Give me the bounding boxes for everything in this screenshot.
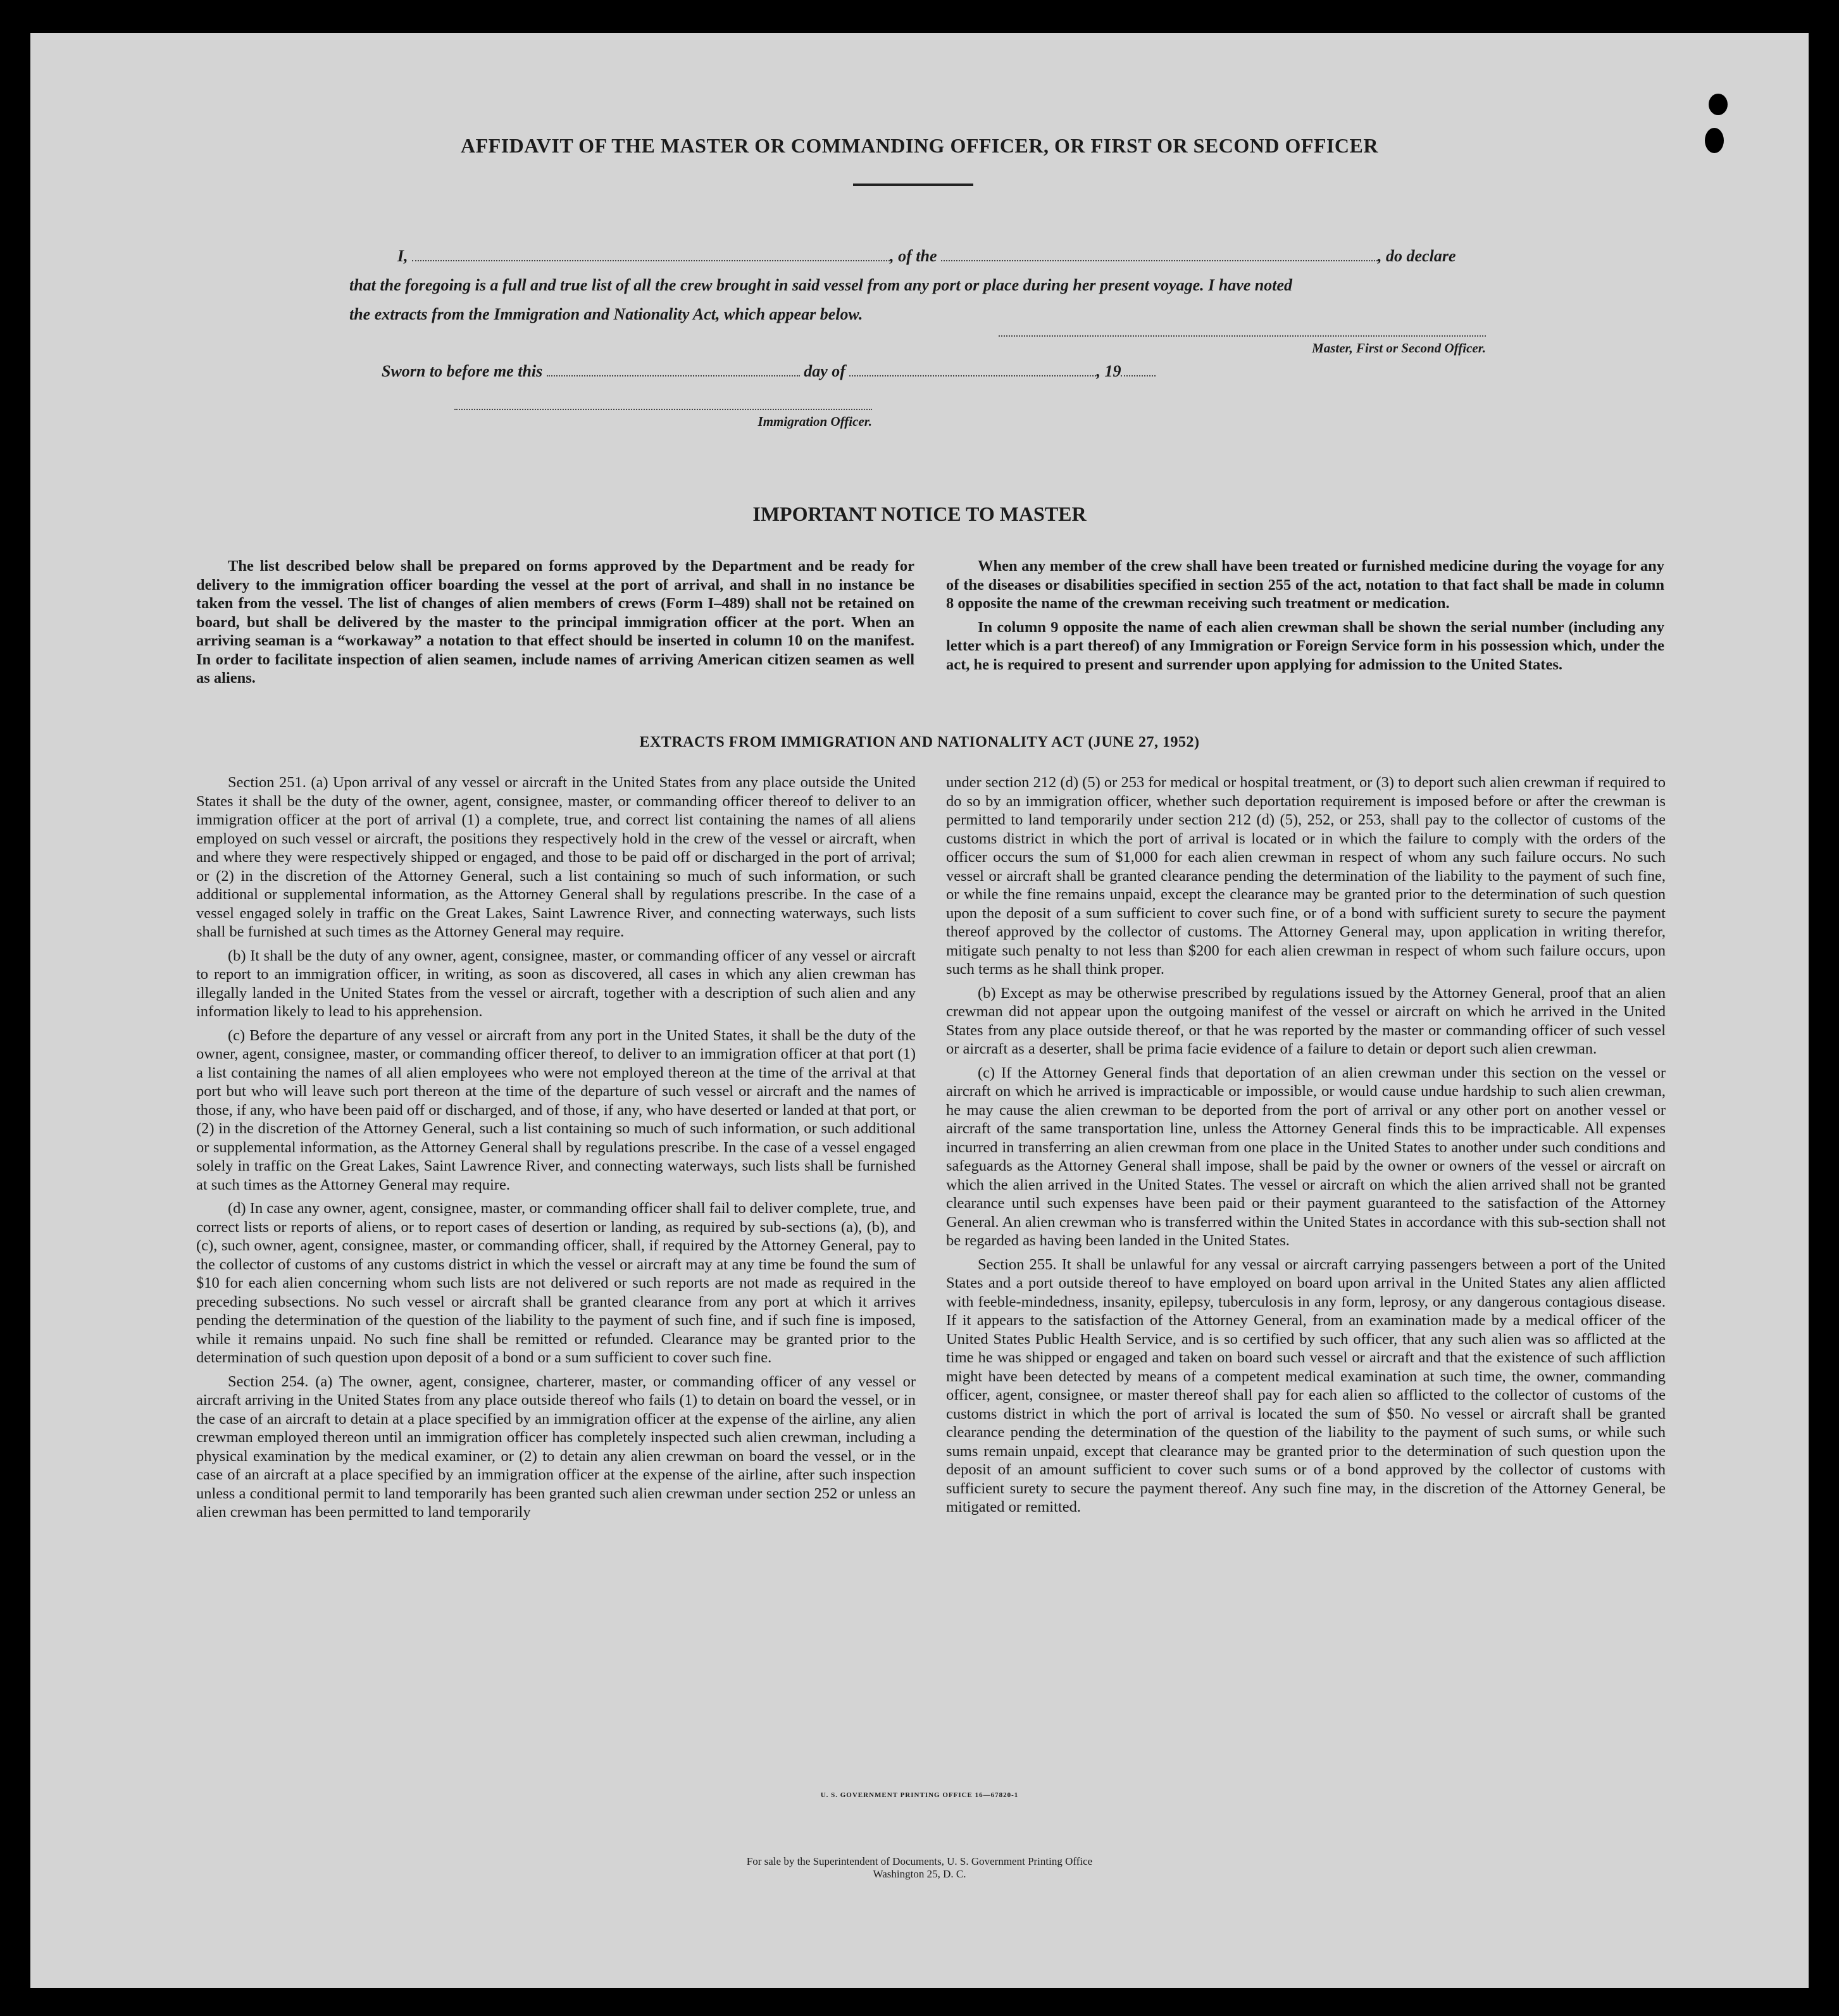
sworn-year-field[interactable] <box>1121 359 1156 376</box>
master-signature-field[interactable] <box>999 335 1486 337</box>
declarant-name-field[interactable] <box>412 244 890 261</box>
notice-title: IMPORTANT NOTICE TO MASTER <box>752 502 1087 525</box>
declaration-line-3: the extracts from the Immigration and Nationality Act, which appear below. <box>349 305 863 323</box>
sworn-text: Sworn to before me this <box>382 362 543 380</box>
sworn-month-field[interactable] <box>849 359 1096 376</box>
year-text: , 19 <box>1096 362 1121 380</box>
extracts-left-column <box>196 773 916 1522</box>
notice-right-column <box>946 557 1664 674</box>
day-of-text: day of <box>804 362 845 380</box>
extracts-title: EXTRACTS FROM IMMIGRATION AND NATIONALITY ACT (JUNE 27, 1952) <box>639 734 1200 750</box>
section-paragraph: (b) It shall be the duty of any owner, agent, consignee, master, or commanding officer of any vessel or aircraft to report to an immigration officer, in writing, as soon as discovered, all cases in which any alien crewman has illegally landed in the United States from the vessel or aircraft, together with a description of such alien and any information likely to lead to his apprehension. <box>196 947 916 1020</box>
section-paragraph: (c) If the Attorney General finds that deportation of an alien crewman under this section on the vessel or aircraft on which he arrived is impracticable or impossible, or would cause undue hardship to such alien crewman, he may cause the alien crewman to be deported from the port of arrival or any other port on another vessel or aircraft of the same transportation line, unless the Attorney General finds this to be impracticable. All expenses incurred in transferring an alien crewman from one place in the United States to another under such conditions and safeguards as the Attorney General shall impose, shall be paid by the owner or owners of the vessel or aircraft on which the alien arrived in the United States. The vessel or aircraft on which the alien arrived shall not be granted clearance until such expenses have been paid or their payment guaranteed to the satisfaction of the Attorney General. An alien crewman who is transferred within the United States in accordance with this sub-section shall not be regarded as having been landed in the United States. <box>946 1064 1666 1249</box>
ink-blot <box>1709 94 1728 115</box>
section-paragraph: under section 212 (d) (5) or 253 for medical or hospital treatment, or (3) to deport such alien crewman if required to do so by an immigration officer, whether such deportation requirement is imposed before or after the crewman is permitted to land temporarily under section 212 (d) (5), 252, or 253, shall pay to the collector of customs of the customs district in which the port of arrival is located or in which the failure to comply with the orders of the officer occurs the sum of $1,000 for each alien crewman in respect of whom any such failure occurs. No such vessel or aircraft shall be granted clearance pending the determination of the liability to the payment of such fine, or while the fine remains unpaid, except the clearance may be granted prior to the determination of such question upon the deposit of a sum sufficient to cover such fine, or of a bond with sufficient surety to secure the payment thereof approved by the collector of customs. The Attorney General may, upon application in writing therefor, mitigate such penalty to not less than $200 for each alien crewman in respect of whom such failure occurs, upon such terms as he shall think proper. <box>946 774 1666 978</box>
officer-caption: Immigration Officer. <box>757 414 872 429</box>
sale-notice-line-1: For sale by the Superintendent of Documents, U. S. Government Printing Office <box>746 1855 1093 1867</box>
title-divider <box>853 184 973 186</box>
declaration-line-1 <box>397 242 1518 271</box>
sworn-line <box>382 357 1268 386</box>
section-paragraph: (d) In case any owner, agent, consignee, master, or commanding officer shall fail to deliver complete, true, and correct lists or reports of aliens, or to report cases of desertion or landing, as required by sub-sections (a), (b), and (c), such owner, agent, consignee, master, or commanding officer, shall, if required by the Attorney General, pay to the collector of customs of any customs district in which the vessel or aircraft may at any time be found the sum of $10 for each alien concerning whom such lists are not delivered or such reports are not made as required in the preceding subsections. No such vessel or aircraft shall be granted clearance from any port at which it arrives pending the determination of the question of the liability to the payment of such fine, and if such fine is imposed, while it remains unpaid. No such fine shall be remitted or refunded. Clearance may be granted prior to the determination of such question upon deposit of a bond or a sum sufficient to cover such fine. <box>196 1200 916 1366</box>
master-caption: Master, First or Second Officer. <box>1312 340 1486 356</box>
printing-office-imprint: U. S. GOVERNMENT PRINTING OFFICE 16—67820-1 <box>820 1791 1019 1799</box>
declaration-of-the: , of the <box>890 247 937 265</box>
affidavit-title: AFFIDAVIT OF THE MASTER OR COMMANDING OFFICER, OR FIRST OR SECOND OFFICER <box>461 134 1378 157</box>
notice-left-column <box>196 557 914 688</box>
section-paragraph: (c) Before the departure of any vessel or aircraft from any port in the United States, it shall be the duty of the owner, agent, consignee, master, or commanding officer thereof, to deliver to an immigration officer at that port (1) a list containing the names of all alien employees who were not employed thereon at the time of the arrival at that port but who will leave such port thereon at the time of the departure of such vessel or aircraft and the names of those, if any, who have been paid off or discharged, and of those, if any, who have deserted or landed at that port, or (2) in the discretion of the Attorney General, such a list containing so much of such information, or such additional or supplemental information, as the Attorney General shall by regulations prescribe. In the case of a vessel engaged solely in traffic on the Great Lakes, Saint Lawrence River, and connecting waterways, such lists shall be furnished at such times as the Attorney General may require. <box>196 1026 916 1193</box>
sworn-date-field[interactable] <box>547 359 800 376</box>
declaration-do-declare: , do declare <box>1378 247 1456 265</box>
section-paragraph: (b) Except as may be otherwise prescribed by regulations issued by the Attorney General, proof that an alien crewman did not appear upon the outgoing manifest of the vessel or aircraft on which he arrived in the United States from any place outside thereof, or that he was reported by the master or commanding officer of such vessel or aircraft as a deserter, shall be prima facie evidence of a failure to detain or deport such alien crewman. <box>946 984 1666 1057</box>
notice-paragraph: The list described below shall be prepared on forms approved by the Department and be ready for delivery to the immigration officer boarding the vessel at the port of arrival, and shall in no instance be taken from the vessel. The list of changes of alien members of crews (Form I–489) shall not be retained on board, but shall be delivered by the master to the principal immigration officer at the port. When an arriving seaman is a “workaway” a notation to that effect should be inserted in column 10 on the manifest. In order to facilitate inspection of alien seamen, include names of arriving American citizen seamen as well as aliens. <box>196 557 914 687</box>
declaration-i: I, <box>397 247 408 265</box>
notice-paragraph: When any member of the crew shall have been treated or furnished medicine during the voyage for any of the diseases or disabilities specified in section 255 of the act, notation to that fact shall be made in column 8 opposite the name of the crewman receiving such treatment or medication. <box>946 557 1664 612</box>
declaration-line-2: that the foregoing is a full and true list of all the crew brought in said vessel from any port or place during her present voyage. I have noted <box>349 276 1293 294</box>
vessel-name-field[interactable] <box>941 244 1378 261</box>
sale-notice-line-2: Washington 25, D. C. <box>873 1868 966 1880</box>
notice-paragraph: In column 9 opposite the name of each alien crewman shall be shown the serial number (including any letter which is a part thereof) of any Immigration or Foreign Service form in his possession which, under the act, he is required to present and surrender upon applying for admission to the United States. <box>946 618 1664 673</box>
section-paragraph: Section 254. (a) The owner, agent, consignee, charterer, master, or commanding officer of any vessel or aircraft arriving in the United States from any place outside thereof who fails (1) to detain on board the vessel, or in the case of an aircraft to detain at a place specified by an immigration officer at the expense of the airline, any alien crewman employed thereon until an immigration officer has completely inspected such alien crewman, including a physical examination by the medical examiner, or (2) to detain any alien crewman on board the vessel, or in the case of an aircraft at a place specified by an immigration officer at the expense of the airline, after such inspection unless a conditional permit to land temporarily has been granted such alien crewman under section 252 or unless an alien crewman has been permitted to land temporarily <box>196 1372 916 1521</box>
form-page <box>30 33 1809 1988</box>
section-paragraph: Section 255. It shall be unlawful for any vessal or aircraft carrying passengers between a port of the United States and a port outside thereof to have employed on board upon arrival in the United States any alien afflicted with feeble-mindedness, insanity, epilepsy, tuberculosis in any form, leprosy, or any dangerous contagious disease. If it appears to the satisfaction of the Attorney General, from an examination made by a medical officer of the United States Public Health Service, and is so certified by such officer, that any such alien was so afflicted at the time he was shipped or engaged and taken on board such vessel or aircraft and that the existence of such affliction might have been detected by means of a competent medical examination at such time, the owner, commanding officer, agent, consignee, or master thereof shall pay for each alien so afflicted to the collector of customs of the customs district in which the port of arrival is located the sum of $50. No vessel or aircraft shall be granted clearance pending the determination of the question of the liability to the payment of such sums, or while such sums remain unpaid, except that clearance may be granted prior to the determination of such question upon the deposit of an amount sufficient to cover such sums or of a bond approved by the collector of customs with sufficient surety to secure the payment thereof. Any such fine may, in the discretion of the Attorney General, be mitigated or remitted. <box>946 1255 1666 1515</box>
immigration-officer-signature-field[interactable] <box>454 409 872 410</box>
section-paragraph: Section 251. (a) Upon arrival of any vessel or aircraft in the United States from any place outside the United States it shall be the duty of the owner, agent, consignee, master, or commanding officer thereof to deliver to an immigration officer at the port of arrival (1) a complete, true, and correct list containing the names of all aliens employed on such vessel or aircraft, the positions they respectively hold in the crew of the vessel or aircraft, when and where they were respectively shipped or engaged, and those to be paid off or discharged in the port of arrival; or (2) in the discretion of the Attorney General, such a list containing so much of such information, or such additional or supplemental information, as the Attorney General shall by regulations prescribe. In the case of a vessel engaged solely in traffic on the Great Lakes, Saint Lawrence River, and connecting waterways, such lists shall be furnished at such times as the Attorney General may require. <box>196 774 916 940</box>
extracts-right-column <box>946 773 1666 1517</box>
